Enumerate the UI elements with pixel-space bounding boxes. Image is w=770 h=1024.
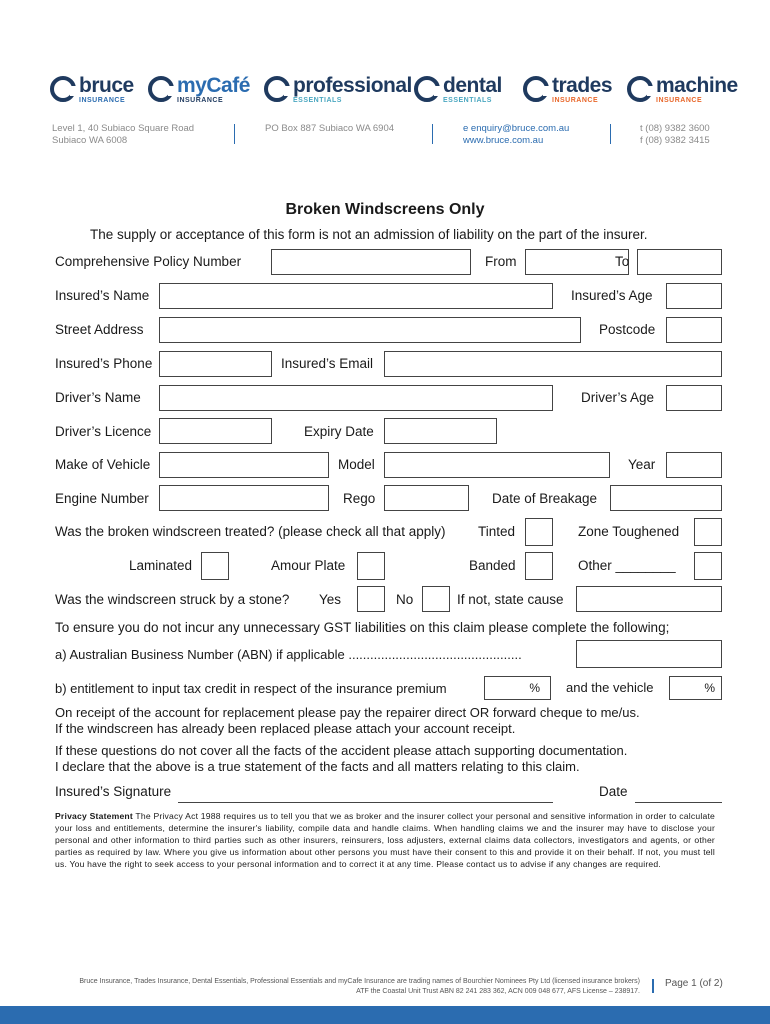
signature-label: Insured’s Signature [55,784,172,799]
signature-line[interactable] [178,802,553,803]
expiry-date-label: Expiry Date [304,424,374,439]
privacy-heading: Privacy Statement [55,811,133,821]
form-title: Broken Windscreens Only [285,201,485,218]
stone-no-checkbox[interactable] [422,586,450,612]
documentation-note: If these questions do not cover all the facts of the accident please attach supporting documentation. [55,743,628,758]
make-of-vehicle-label: Make of Vehicle [55,457,151,472]
date-of-breakage-field[interactable] [610,485,722,511]
insured-phone-field[interactable] [159,351,272,377]
insured-email-label: Insured’s Email [281,356,374,371]
mycafe-insurance-logo: myCafé INSURANCE [148,72,250,106]
engine-number-label: Engine Number [55,491,149,506]
footer-legal: Bruce Insurance, Trades Insurance, Dental Essentials, Professional Essentials and myCafe Insurance are trading names of Bourchier Nominees Pty Ltd (licensed insurance brokers) ATF the Coastal Unit Trust ABN 82 241 283 362, ACN 009 048 677, AFS License – 238917. [79,978,640,995]
phone-block: t (08) 9382 3600 f (08) 9382 3415 [640,123,710,146]
engine-number-field[interactable] [159,485,329,511]
tax-credit-label: b) entitlement to input tax credit in respect of the insurance premium [55,681,447,696]
email-link[interactable]: e enquiry@bruce.com.au [463,123,570,134]
gst-note: To ensure you do not incur any unnecessary GST liabilities on this claim please complete the following; [55,620,670,635]
to-date-field[interactable] [637,249,722,275]
insured-email-field[interactable] [384,351,722,377]
state-cause-field[interactable] [576,586,722,612]
footer-bar [0,1006,770,1024]
other-label: Other ________ [578,558,676,573]
liability-notice: The supply or acceptance of this form is not an admission of liability on the part of the insurer. [90,227,648,242]
abn-label: a) Australian Business Number (ABN) if applicable ................................................ [55,647,522,662]
amour-plate-label: Amour Plate [271,558,346,573]
rego-label: Rego [343,491,376,506]
no-label: No [396,592,414,607]
street-address-label: Street Address [55,322,144,337]
zone-toughened-checkbox[interactable] [694,518,722,546]
street-address-field[interactable] [159,317,581,343]
year-label: Year [628,457,656,472]
privacy-body: The Privacy Act 1988 requires us to tell you that we as broker and the insurer collect your personal and sensitive information in order to calculate your loss and entitlements, determine the insurer's liability, compile data and handle claims. When handling claims we and the insurer may have to disclose your personal and other information to third parties such as other insurers, reinsurers, loss adjusters, external claims data collectors, investigators and agents, or other parties as required by law. Where you give us information about other persons you must have their consent to this and provide it on their behalf. If not, you must tell us. You have the right to seek access to your personal information and to correct it at any time. Please contact us to advise if any changes are required. [55,811,716,869]
declaration-statement: I declare that the above is a true statement of the facts and all matters relating to this claim. [55,759,580,774]
tinted-label: Tinted [478,524,516,539]
driver-age-field[interactable] [666,385,722,411]
contact-divider [610,124,611,144]
policy-number-label: Comprehensive Policy Number [55,254,242,269]
banded-label: Banded [469,558,516,573]
street-address-block: Level 1, 40 Subiaco Square Road Subiaco WA 6008 [52,123,195,146]
page-divider [652,979,654,993]
date-of-breakage-label: Date of Breakage [492,491,598,506]
website-link[interactable]: www.bruce.com.au [463,135,544,146]
machine-logo-icon [627,76,653,102]
insured-age-field[interactable] [666,283,722,309]
postcode-label: Postcode [599,322,656,337]
mycafe-logo-icon [148,76,174,102]
privacy-statement [55,810,715,870]
treated-question: Was the broken windscreen treated? (please check all that apply) [55,524,446,539]
to-label: To [615,254,630,269]
and-vehicle-label: and the vehicle [566,680,654,695]
insured-age-label: Insured’s Age [571,288,653,303]
zone-toughened-label: Zone Toughened [578,524,680,539]
driver-licence-label: Driver’s Licence [55,424,152,439]
amour-plate-checkbox[interactable] [357,552,385,580]
vehicle-percent-field[interactable]: % [669,676,722,700]
stone-yes-checkbox[interactable] [357,586,385,612]
driver-name-field[interactable] [159,385,553,411]
model-field[interactable] [384,452,610,478]
po-box: PO Box 887 Subiaco WA 6904 [265,123,395,134]
receipt-instruction: On receipt of the account for replacement please pay the repairer direct OR forward cheque to me/us. [55,705,640,720]
laminated-label: Laminated [129,558,193,573]
expiry-date-field[interactable] [384,418,497,444]
from-label: From [485,254,517,269]
machine-insurance-logo: machine INSURANCE [627,72,738,106]
contact-divider [234,124,235,144]
professional-essentials-logo: professional ESSENTIALS [264,72,412,106]
receipt-attach-note: If the windscreen has already been replaced please attach your account receipt. [55,721,516,736]
yes-label: Yes [319,592,342,607]
postcode-field[interactable] [666,317,722,343]
policy-number-field[interactable] [271,249,471,275]
date-label: Date [599,784,628,799]
bruce-logo-icon [50,76,76,102]
banded-checkbox[interactable] [525,552,553,580]
driver-licence-field[interactable] [159,418,272,444]
date-line[interactable] [635,802,722,803]
year-field[interactable] [666,452,722,478]
contact-divider [432,124,433,144]
insured-name-label: Insured’s Name [55,288,150,303]
professional-logo-icon [264,76,290,102]
dental-logo-icon [414,76,440,102]
tinted-checkbox[interactable] [525,518,553,546]
trades-logo-icon [523,76,549,102]
make-of-vehicle-field[interactable] [159,452,329,478]
model-label: Model [338,457,375,472]
page-number: Page 1 (of 2) [665,978,723,989]
insured-phone-label: Insured’s Phone [55,356,153,371]
trades-insurance-logo: trades INSURANCE [523,72,612,106]
from-date-field[interactable] [525,249,629,275]
abn-field[interactable] [576,640,722,668]
premium-percent-field[interactable]: % [484,676,551,700]
email-web-block [463,123,569,147]
insured-name-field[interactable] [159,283,553,309]
other-checkbox[interactable] [694,552,722,580]
driver-age-label: Driver’s Age [581,390,655,405]
laminated-checkbox[interactable] [201,552,229,580]
driver-name-label: Driver’s Name [55,390,141,405]
bruce-insurance-logo: bruce INSURANCE [50,72,134,106]
dental-essentials-logo: dental ESSENTIALS [414,72,502,106]
stone-question: Was the windscreen struck by a stone? [55,592,290,607]
rego-field[interactable] [384,485,469,511]
state-cause-label: If not, state cause [457,592,564,607]
